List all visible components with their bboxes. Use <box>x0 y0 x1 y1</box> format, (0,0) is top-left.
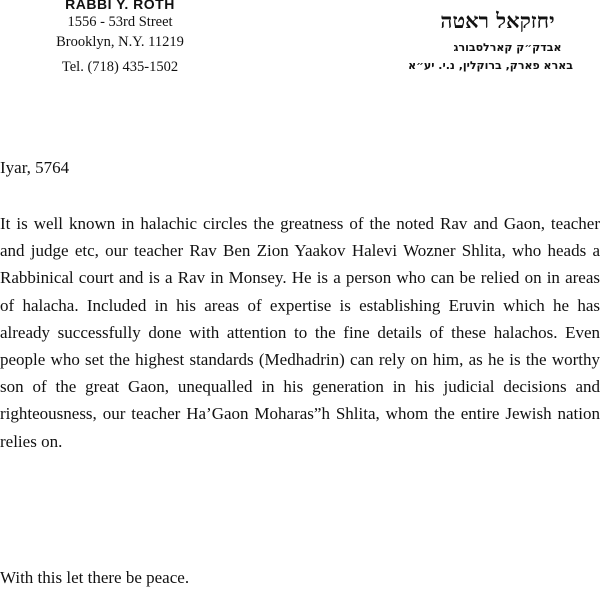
rabbi-name: RABBI Y. ROTH <box>65 0 175 12</box>
hebrew-title: אבדק״ק קארלסבורג <box>453 41 562 54</box>
city-address: Brooklyn, N.Y. 11219 <box>56 34 184 50</box>
letterhead-hebrew <box>403 8 578 74</box>
letter-closing: With this let there be peace. <box>0 568 190 587</box>
hebrew-name: יחזקאל ראטה <box>440 8 555 33</box>
letterhead-english <box>20 0 220 77</box>
letter-date: Iyar, 5764 <box>0 158 70 177</box>
letter-body: It is well known in halachic circles the greatness of the noted Rav and Gaon, teacher and judge etc, our teacher Rav Ben Zion Yaakov Halevi Wozner Shlita, who heads a Rabbinical court and is a Rav in Monsey. He is a person who can be relied on in areas of halacha. Included in his areas of expertise is establishing Eruvin which he has already successfully done with attention to the fine details of these halachos. Even people who set the highest standards (Medhadrin) can rely on him, as he is the worthy son of the great Gaon, unequalled in his generation in his judicial decisions and righteousness, our teacher Ha’Gaon Moharas”h Shlita, whom the entire Jewish nation relies on. <box>0 214 600 451</box>
hebrew-address: בארא פארק, ברוקלין, נ.י. יע״א <box>408 59 573 72</box>
street-address: 1556 - 53rd Street <box>67 14 173 30</box>
phone-number: Tel. (718) 435-1502 <box>61 59 179 75</box>
